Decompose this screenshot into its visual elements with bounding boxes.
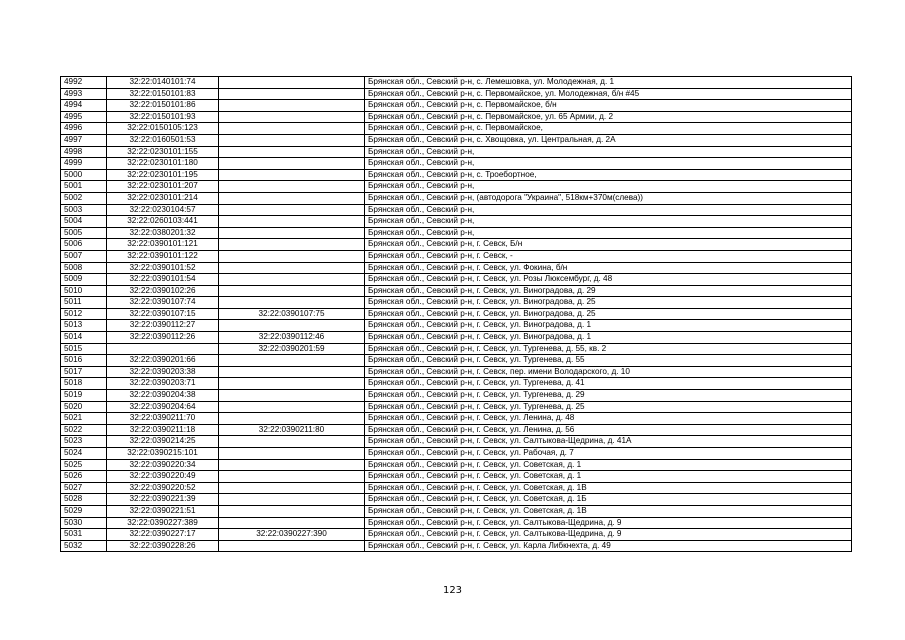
- address-cell: Брянская обл., Севский р-н, г. Севск, ул. Тургенева, д. 29: [365, 390, 852, 402]
- cadastral-number-cell: 32:22:0390221:39: [107, 494, 219, 506]
- previous-cadastral-number-cell: [219, 274, 365, 286]
- address-cell: Брянская обл., Севский р-н, (автодорога "Украина", 518км+370м(слева)): [365, 192, 852, 204]
- row-number-cell: 5027: [61, 482, 107, 494]
- address-cell: Брянская обл., Севский р-н, с. Лемешовка, ул. Молодежная, д. 1: [365, 77, 852, 89]
- cadastral-number-cell: 32:22:0390107:15: [107, 308, 219, 320]
- previous-cadastral-number-cell: 32:22:0390112:46: [219, 332, 365, 344]
- previous-cadastral-number-cell: [219, 192, 365, 204]
- table-row: [61, 436, 852, 448]
- cadastral-number-cell: 32:22:0390112:27: [107, 320, 219, 332]
- row-number-cell: 5026: [61, 471, 107, 483]
- address-cell: Брянская обл., Севский р-н, г. Севск, ул. Виноградова, д. 25: [365, 297, 852, 309]
- cadastral-number-cell: 32:22:0230101:155: [107, 146, 219, 158]
- previous-cadastral-number-cell: 32:22:0390227:390: [219, 529, 365, 541]
- cadastral-number-cell: 32:22:0380201:32: [107, 227, 219, 239]
- table-row: [61, 401, 852, 413]
- row-number-cell: 5002: [61, 192, 107, 204]
- row-number-cell: 4999: [61, 158, 107, 170]
- cadastral-number-cell: 32:22:0390101:121: [107, 239, 219, 251]
- table-row: [61, 181, 852, 193]
- page-number: 123: [442, 585, 463, 596]
- table-row: [61, 77, 852, 89]
- row-number-cell: 5009: [61, 274, 107, 286]
- previous-cadastral-number-cell: [219, 250, 365, 262]
- table-row: [61, 413, 852, 425]
- row-number-cell: 5024: [61, 448, 107, 460]
- row-number-cell: 5012: [61, 308, 107, 320]
- table-row: [61, 540, 852, 552]
- cadastral-number-cell: 32:22:0390220:52: [107, 482, 219, 494]
- row-number-cell: 5015: [61, 343, 107, 355]
- address-cell: Брянская обл., Севский р-н, с. Первомайское,: [365, 123, 852, 135]
- row-number-cell: 5031: [61, 529, 107, 541]
- row-number-cell: 4993: [61, 88, 107, 100]
- cadastral-number-cell: 32:22:0390221:51: [107, 505, 219, 517]
- table-row: [61, 529, 852, 541]
- address-cell: Брянская обл., Севский р-н, г. Севск, Б/н: [365, 239, 852, 251]
- document-page: [60, 76, 852, 552]
- cadastral-number-cell: 32:22:0150101:93: [107, 111, 219, 123]
- table-row: [61, 274, 852, 286]
- table-row: [61, 158, 852, 170]
- cadastral-number-cell: 32:22:0390214:25: [107, 436, 219, 448]
- row-number-cell: 5007: [61, 250, 107, 262]
- previous-cadastral-number-cell: 32:22:0390107:75: [219, 308, 365, 320]
- address-cell: Брянская обл., Севский р-н, с. Первомайское, б/н: [365, 100, 852, 112]
- previous-cadastral-number-cell: [219, 100, 365, 112]
- table-row: [61, 192, 852, 204]
- address-cell: Брянская обл., Севский р-н, г. Севск, ул. Салтыкова-Щедрина, д. 9: [365, 529, 852, 541]
- table-row: [61, 459, 852, 471]
- previous-cadastral-number-cell: [219, 204, 365, 216]
- cadastral-number-cell: 32:22:0390203:38: [107, 366, 219, 378]
- previous-cadastral-number-cell: [219, 413, 365, 425]
- address-cell: Брянская обл., Севский р-н, г. Севск, ул. Ленина, д. 48: [365, 413, 852, 425]
- cadastral-number-cell: 32:22:0140101:74: [107, 77, 219, 89]
- address-cell: Брянская обл., Севский р-н, г. Севск, ул. Тургенева, д. 55: [365, 355, 852, 367]
- table-row: [61, 505, 852, 517]
- table-row: [61, 134, 852, 146]
- previous-cadastral-number-cell: [219, 146, 365, 158]
- address-cell: Брянская обл., Севский р-н,: [365, 227, 852, 239]
- table-row: [61, 204, 852, 216]
- row-number-cell: 5014: [61, 332, 107, 344]
- register-table: [60, 76, 852, 552]
- row-number-cell: 5004: [61, 216, 107, 228]
- cadastral-number-cell: 32:22:0390220:49: [107, 471, 219, 483]
- table-row: [61, 239, 852, 251]
- address-cell: Брянская обл., Севский р-н, г. Севск, ул. Советская, д. 1Б: [365, 494, 852, 506]
- previous-cadastral-number-cell: [219, 517, 365, 529]
- table-row: [61, 494, 852, 506]
- previous-cadastral-number-cell: [219, 123, 365, 135]
- previous-cadastral-number-cell: [219, 540, 365, 552]
- address-cell: Брянская обл., Севский р-н, г. Севск, ул. Советская, д. 1: [365, 459, 852, 471]
- address-cell: Брянская обл., Севский р-н, г. Севск, ул. Тургенева, д. 41: [365, 378, 852, 390]
- previous-cadastral-number-cell: [219, 88, 365, 100]
- table-row: [61, 227, 852, 239]
- previous-cadastral-number-cell: [219, 285, 365, 297]
- table-row: [61, 390, 852, 402]
- row-number-cell: 5016: [61, 355, 107, 367]
- row-number-cell: 5011: [61, 297, 107, 309]
- row-number-cell: 5030: [61, 517, 107, 529]
- previous-cadastral-number-cell: [219, 471, 365, 483]
- previous-cadastral-number-cell: [219, 459, 365, 471]
- row-number-cell: 4995: [61, 111, 107, 123]
- table-row: [61, 378, 852, 390]
- address-cell: Брянская обл., Севский р-н, г. Севск, ул. Виноградова, д. 1: [365, 320, 852, 332]
- cadastral-number-cell: 32:22:0390107:74: [107, 297, 219, 309]
- cadastral-number-cell: 32:22:0160501:53: [107, 134, 219, 146]
- row-number-cell: 5029: [61, 505, 107, 517]
- address-cell: Брянская обл., Севский р-н,: [365, 181, 852, 193]
- table-row: [61, 216, 852, 228]
- previous-cadastral-number-cell: 32:22:0390211:80: [219, 424, 365, 436]
- previous-cadastral-number-cell: [219, 366, 365, 378]
- row-number-cell: 5008: [61, 262, 107, 274]
- table-row: [61, 169, 852, 181]
- cadastral-number-cell: 32:22:0150101:83: [107, 88, 219, 100]
- table-row: [61, 285, 852, 297]
- address-cell: Брянская обл., Севский р-н,: [365, 158, 852, 170]
- previous-cadastral-number-cell: [219, 401, 365, 413]
- cadastral-number-cell: 32:22:0390102:26: [107, 285, 219, 297]
- address-cell: Брянская обл., Севский р-н, г. Севск, ул. Рабочая, д. 7: [365, 448, 852, 460]
- address-cell: Брянская обл., Севский р-н, г. Севск, ул. Виноградова, д. 1: [365, 332, 852, 344]
- cadastral-number-cell: 32:22:0150101:86: [107, 100, 219, 112]
- previous-cadastral-number-cell: [219, 181, 365, 193]
- row-number-cell: 5017: [61, 366, 107, 378]
- table-row: [61, 343, 852, 355]
- address-cell: Брянская обл., Севский р-н,: [365, 204, 852, 216]
- address-cell: Брянская обл., Севский р-н, с. Первомайское, ул. Молодежная, б/н #45: [365, 88, 852, 100]
- address-cell: Брянская обл., Севский р-н, г. Севск, ул. Советская, д. 1В: [365, 482, 852, 494]
- table-row: [61, 332, 852, 344]
- cadastral-number-cell: 32:22:0390211:70: [107, 413, 219, 425]
- cadastral-number-cell: 32:22:0390215:101: [107, 448, 219, 460]
- table-row: [61, 471, 852, 483]
- previous-cadastral-number-cell: [219, 355, 365, 367]
- cadastral-number-cell: 32:22:0390220:34: [107, 459, 219, 471]
- previous-cadastral-number-cell: [219, 436, 365, 448]
- previous-cadastral-number-cell: [219, 494, 365, 506]
- cadastral-number-cell: 32:22:0230101:214: [107, 192, 219, 204]
- address-cell: Брянская обл., Севский р-н, г. Севск, ул. Советская, д. 1В: [365, 505, 852, 517]
- table-row: [61, 250, 852, 262]
- address-cell: Брянская обл., Севский р-н, г. Севск, пер. имени Володарского, д. 10: [365, 366, 852, 378]
- cadastral-number-cell: 32:22:0390204:64: [107, 401, 219, 413]
- previous-cadastral-number-cell: [219, 262, 365, 274]
- table-row: [61, 517, 852, 529]
- table-row: [61, 100, 852, 112]
- cadastral-number-cell: 32:22:0260103:441: [107, 216, 219, 228]
- address-cell: Брянская обл., Севский р-н, г. Севск, ул. Тургенева, д. 25: [365, 401, 852, 413]
- row-number-cell: 5003: [61, 204, 107, 216]
- register-table-body: [61, 77, 852, 552]
- cadastral-number-cell: 32:22:0390101:52: [107, 262, 219, 274]
- address-cell: Брянская обл., Севский р-н, г. Севск, ул. Советская, д. 1: [365, 471, 852, 483]
- address-cell: Брянская обл., Севский р-н, г. Севск, ул. Виноградова, д. 29: [365, 285, 852, 297]
- previous-cadastral-number-cell: [219, 134, 365, 146]
- address-cell: Брянская обл., Севский р-н, г. Севск, ул. Розы Люксембург, д. 48: [365, 274, 852, 286]
- previous-cadastral-number-cell: [219, 320, 365, 332]
- address-cell: Брянская обл., Севский р-н, г. Севск, ул. Фокина, б/н: [365, 262, 852, 274]
- cadastral-number-cell: 32:22:0390201:66: [107, 355, 219, 367]
- row-number-cell: 5032: [61, 540, 107, 552]
- previous-cadastral-number-cell: 32:22:0390201:59: [219, 343, 365, 355]
- table-row: [61, 146, 852, 158]
- table-row: [61, 262, 852, 274]
- address-cell: Брянская обл., Севский р-н,: [365, 216, 852, 228]
- previous-cadastral-number-cell: [219, 482, 365, 494]
- previous-cadastral-number-cell: [219, 169, 365, 181]
- address-cell: Брянская обл., Севский р-н, г. Севск, ул. Салтыкова-Щедрина, д. 9: [365, 517, 852, 529]
- address-cell: Брянская обл., Севский р-н, г. Севск, ул. Ленина, д. 56: [365, 424, 852, 436]
- row-number-cell: 5001: [61, 181, 107, 193]
- previous-cadastral-number-cell: [219, 77, 365, 89]
- row-number-cell: 5021: [61, 413, 107, 425]
- previous-cadastral-number-cell: [219, 158, 365, 170]
- address-cell: Брянская обл., Севский р-н,: [365, 146, 852, 158]
- row-number-cell: 5018: [61, 378, 107, 390]
- cadastral-number-cell: 32:22:0230101:180: [107, 158, 219, 170]
- row-number-cell: 5022: [61, 424, 107, 436]
- address-cell: Брянская обл., Севский р-н, г. Севск, ул. Карла Либкнехта, д. 49: [365, 540, 852, 552]
- previous-cadastral-number-cell: [219, 378, 365, 390]
- row-number-cell: 5000: [61, 169, 107, 181]
- cadastral-number-cell: 32:22:0390101:54: [107, 274, 219, 286]
- cadastral-number-cell: 32:22:0230104:57: [107, 204, 219, 216]
- address-cell: Брянская обл., Севский р-н, г. Севск, -: [365, 250, 852, 262]
- cadastral-number-cell: 32:22:0390227:389: [107, 517, 219, 529]
- table-row: [61, 366, 852, 378]
- address-cell: Брянская обл., Севский р-н, г. Севск, ул. Салтыкова-Щедрина, д. 41А: [365, 436, 852, 448]
- table-row: [61, 320, 852, 332]
- row-number-cell: 4994: [61, 100, 107, 112]
- cadastral-number-cell: 32:22:0150105:123: [107, 123, 219, 135]
- row-number-cell: 5010: [61, 285, 107, 297]
- table-row: [61, 448, 852, 460]
- table-row: [61, 424, 852, 436]
- cadastral-number-cell: 32:22:0390227:17: [107, 529, 219, 541]
- cadastral-number-cell: 32:22:0390203:71: [107, 378, 219, 390]
- cadastral-number-cell: 32:22:0230101:195: [107, 169, 219, 181]
- row-number-cell: 4992: [61, 77, 107, 89]
- table-row: [61, 297, 852, 309]
- row-number-cell: 4998: [61, 146, 107, 158]
- address-cell: Брянская обл., Севский р-н, г. Севск, ул. Виноградова, д. 25: [365, 308, 852, 320]
- cadastral-number-cell: 32:22:0390101:122: [107, 250, 219, 262]
- row-number-cell: 5023: [61, 436, 107, 448]
- previous-cadastral-number-cell: [219, 390, 365, 402]
- row-number-cell: 5025: [61, 459, 107, 471]
- table-row: [61, 111, 852, 123]
- address-cell: Брянская обл., Севский р-н, с. Первомайское, ул. 65 Армии, д. 2: [365, 111, 852, 123]
- previous-cadastral-number-cell: [219, 227, 365, 239]
- previous-cadastral-number-cell: [219, 111, 365, 123]
- previous-cadastral-number-cell: [219, 505, 365, 517]
- previous-cadastral-number-cell: [219, 239, 365, 251]
- previous-cadastral-number-cell: [219, 297, 365, 309]
- row-number-cell: 4996: [61, 123, 107, 135]
- cadastral-number-cell: 32:22:0390211:18: [107, 424, 219, 436]
- table-row: [61, 355, 852, 367]
- cadastral-number-cell: 32:22:0390228:26: [107, 540, 219, 552]
- previous-cadastral-number-cell: [219, 448, 365, 460]
- cadastral-number-cell: 32:22:0230101:207: [107, 181, 219, 193]
- row-number-cell: 4997: [61, 134, 107, 146]
- cadastral-number-cell: 32:22:0390112:26: [107, 332, 219, 344]
- previous-cadastral-number-cell: [219, 216, 365, 228]
- row-number-cell: 5006: [61, 239, 107, 251]
- row-number-cell: 5028: [61, 494, 107, 506]
- address-cell: Брянская обл., Севский р-н, г. Севск, ул. Тургенева, д. 55, кв. 2: [365, 343, 852, 355]
- row-number-cell: 5020: [61, 401, 107, 413]
- table-row: [61, 88, 852, 100]
- address-cell: Брянская обл., Севский р-н, с. Хвощовка, ул. Центральная, д. 2А: [365, 134, 852, 146]
- table-row: [61, 308, 852, 320]
- row-number-cell: 5019: [61, 390, 107, 402]
- cadastral-number-cell: 32:22:0390204:38: [107, 390, 219, 402]
- table-row: [61, 482, 852, 494]
- cadastral-number-cell: [107, 343, 219, 355]
- table-row: [61, 123, 852, 135]
- row-number-cell: 5005: [61, 227, 107, 239]
- row-number-cell: 5013: [61, 320, 107, 332]
- address-cell: Брянская обл., Севский р-н, с. Троебортное,: [365, 169, 852, 181]
